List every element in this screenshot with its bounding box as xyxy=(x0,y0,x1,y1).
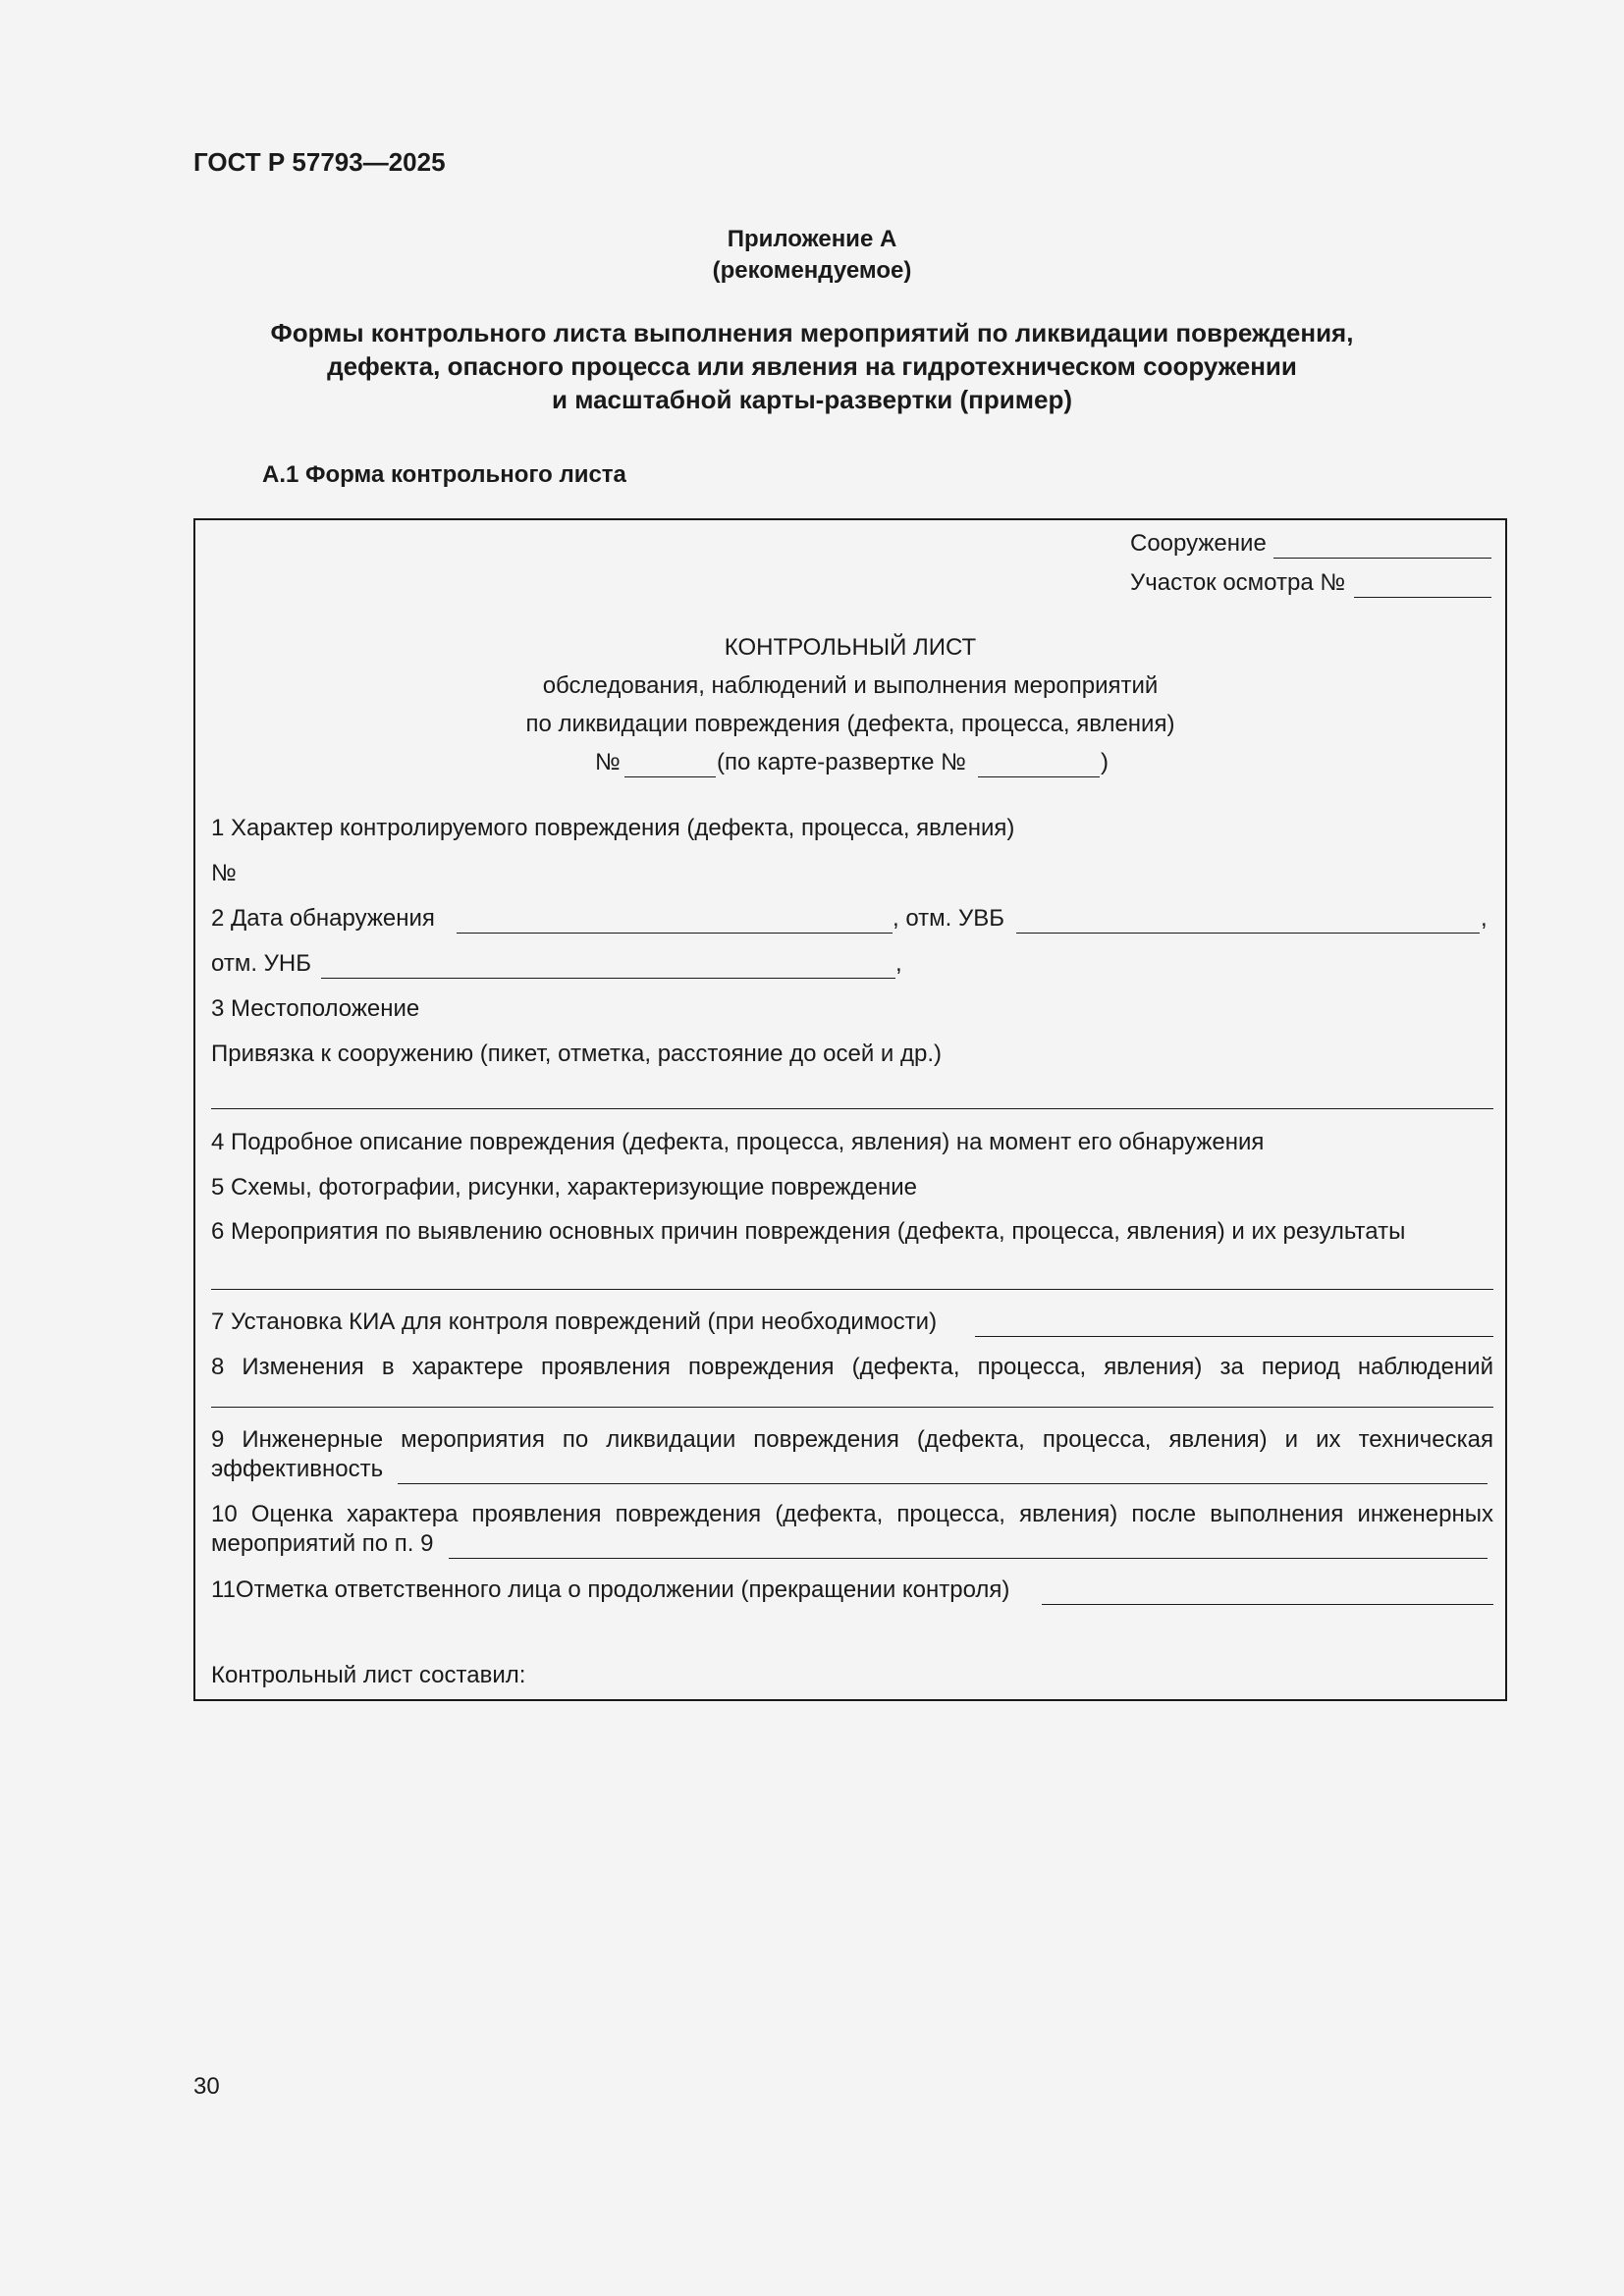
item-2-comma: , xyxy=(1481,905,1488,932)
item-11-label: 11Отметка ответственного лица о продолжении (прекращении контроля) xyxy=(211,1576,1010,1603)
forms-heading-line: и масштабной карты-развертки (пример) xyxy=(552,385,1072,414)
compiled-by-label: Контрольный лист составил: xyxy=(211,1662,526,1688)
item-5-label: 5 Схемы, фотографии, рисунки, характеризующие повреждение xyxy=(211,1174,917,1201)
map-ref-field[interactable] xyxy=(978,776,1100,777)
item-9-label: 9 Инженерные мероприятия по ликвидации повреждения (дефекта, процесса, явления) и их техническая xyxy=(211,1426,1493,1453)
item-9-label-cont: эффективность xyxy=(211,1456,384,1482)
inspection-area-field[interactable] xyxy=(1354,597,1491,598)
checklist-subtitle: обследования, наблюдений и выполнения мероприятий xyxy=(542,672,1159,699)
item-10-label: 10 Оценка характера проявления повреждения (дефекта, процесса, явления) после выполнения инженерных xyxy=(211,1501,1493,1527)
uvb-field[interactable] xyxy=(1016,933,1480,934)
section-title: А.1 Форма контрольного листа xyxy=(262,461,626,488)
item-3-binding-label: Привязка к сооружению (пикет, отметка, расстояние до осей и др.) xyxy=(211,1041,942,1067)
checklist-subtitle: по ликвидации повреждения (дефекта, процесса, явления) xyxy=(525,711,1175,737)
item-9-field[interactable] xyxy=(398,1483,1488,1484)
map-ref-close: ) xyxy=(1101,749,1109,775)
forms-heading-line: Формы контрольного листа выполнения мероприятий по ликвидации повреждения, xyxy=(270,318,1354,347)
page-number: 30 xyxy=(193,2073,220,2100)
forms-heading xyxy=(0,316,1624,416)
item-4-label: 4 Подробное описание повреждения (дефекта, процесса, явления) на момент его обнаружения xyxy=(211,1129,1265,1155)
inspection-area-label: Участок осмотра № xyxy=(1130,569,1346,596)
structure-label: Сооружение xyxy=(1130,530,1267,557)
forms-heading-line: дефекта, опасного процесса или явления на гидротехническом сооружении xyxy=(327,351,1297,381)
map-ref-label: (по карте-развертке № xyxy=(717,749,966,775)
item-7-field[interactable] xyxy=(975,1336,1493,1337)
item-2-uvb-label: , отм. УВБ xyxy=(893,905,1004,932)
structure-field[interactable] xyxy=(1273,558,1491,559)
item-10-label-cont: мероприятий по п. 9 xyxy=(211,1530,434,1557)
discovery-date-field[interactable] xyxy=(457,933,893,934)
annex-status: (рекомендуемое) xyxy=(712,257,912,284)
checklist-number-field[interactable] xyxy=(624,776,716,777)
checklist-number-label: № xyxy=(595,749,621,775)
item-1-label: 1 Характер контролируемого повреждения (дефекта, процесса, явления) xyxy=(211,815,1015,841)
item-1-number: № xyxy=(211,860,237,886)
item-7-label: 7 Установка КИА для контроля повреждений (при необходимости) xyxy=(211,1308,938,1335)
item-10-field[interactable] xyxy=(449,1558,1488,1559)
checklist-title: КОНТРОЛЬНЫЙ ЛИСТ xyxy=(724,634,977,661)
item-2-date-label: 2 Дата обнаружения xyxy=(211,905,435,932)
annex-title: Приложение А xyxy=(727,226,897,252)
item-2-comma: , xyxy=(895,950,902,977)
item-6-label: 6 Мероприятия по выявлению основных причин повреждения (дефекта, процесса, явления) и их результаты xyxy=(211,1218,1406,1245)
item-3-binding-field[interactable] xyxy=(211,1108,1493,1109)
item-11-field[interactable] xyxy=(1042,1604,1493,1605)
item-6-field[interactable] xyxy=(211,1289,1493,1290)
item-2-unb-label: отм. УНБ xyxy=(211,950,311,977)
standard-code: ГОСТ Р 57793—2025 xyxy=(193,147,446,177)
item-8-field[interactable] xyxy=(211,1407,1493,1408)
checklist-form xyxy=(193,518,1507,1701)
item-8-label: 8 Изменения в характере проявления повреждения (дефекта, процесса, явления) за период наблюдений xyxy=(211,1354,1493,1380)
unb-field[interactable] xyxy=(321,978,895,979)
item-3-label: 3 Местоположение xyxy=(211,995,420,1022)
